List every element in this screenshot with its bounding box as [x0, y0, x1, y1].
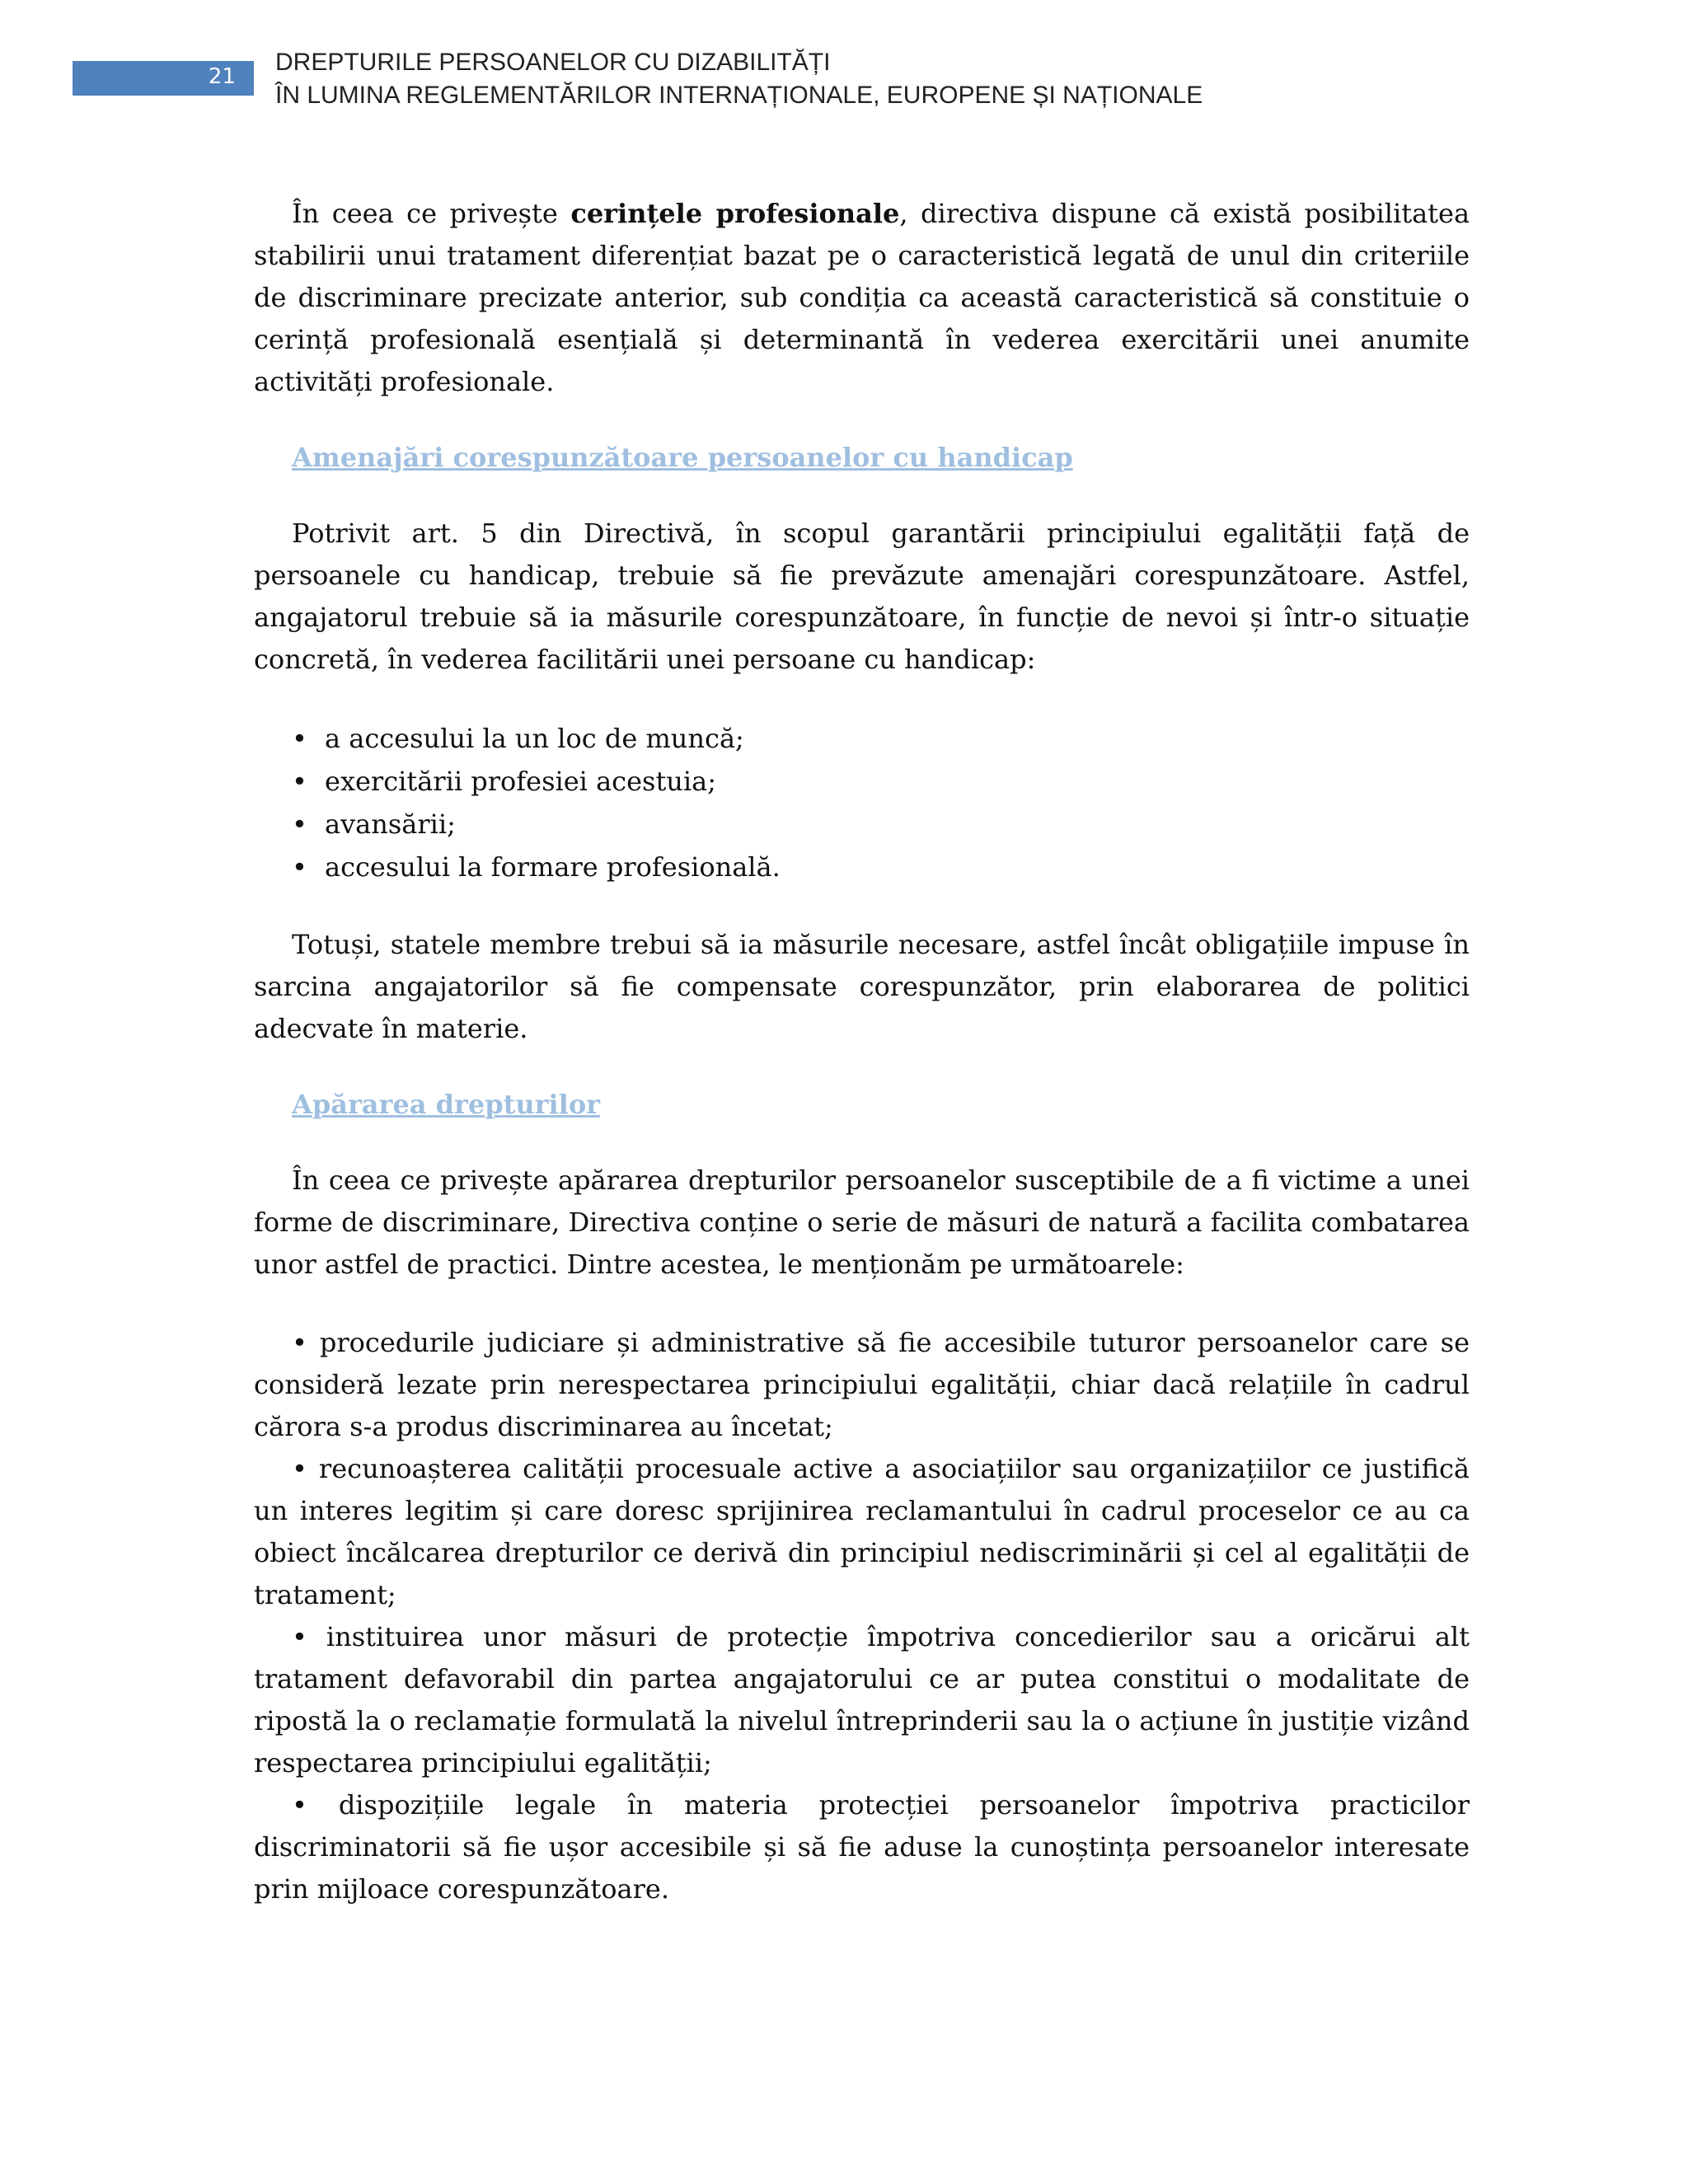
- list-item-text: avansării;: [325, 808, 456, 840]
- list-item-text: a accesului la un loc de muncă;: [325, 723, 744, 754]
- paragraph-article-5: Potrivit art. 5 din Directivă, în scopul garantării principiului egalității față de persoanele cu handicap, trebuie să fie prevăzute amenajări corespunzătoare. Astfel, angajatorul trebuie să ia măsurile corespunzătoare, în funcție de nevoi și într-o situație concretă, în vederea facilitării unei persoane cu handicap:: [254, 518, 1470, 675]
- paragraph-text: , directiva dispune că există posibilitatea stabilirii unui tratament diferențiat bazat pe o caracteristică legată de unul din criteriile de discriminare precizate anterior, sub condiția ca această caracteristică să constituie o cerință profesională esențială și determinantă în vederea exercitării unei anumite activități profesionale.: [254, 198, 1470, 397]
- bullet-list-facilitation: [254, 717, 1470, 888]
- list-item-text: exercitării profesiei acestuia;: [325, 766, 716, 797]
- list-item: [254, 760, 1470, 803]
- bullet-icon: •: [292, 766, 307, 797]
- paragraph-rights-defense: În ceea ce privește apărarea drepturilor persoanelor susceptibile de a fi victime a unei forme de discriminare, Directiva conține o serie de măsuri de natură a facilita combatarea unor astfel de practici. Dintre acestea, le menționăm pe următoarele:: [254, 1165, 1470, 1280]
- list-item: [254, 1448, 1470, 1616]
- list-item: [254, 1784, 1470, 1910]
- paragraph-professional-requirements: [254, 193, 1470, 403]
- bold-term: cerințele profesionale: [570, 198, 900, 229]
- paragraph-member-states: Totuși, statele membre trebui să ia măsurile necesare, astfel încât obligațiile impuse în sarcina angajatorilor să fie compensate corespunzător, prin elaborarea de politici adecvate în materie.: [254, 929, 1470, 1044]
- bullet-icon: •: [292, 723, 307, 754]
- bullet-icon: •: [292, 1327, 307, 1358]
- section-heading-accommodations: Amenajări corespunzătoare persoanelor cu handicap: [292, 442, 1073, 473]
- page-number-band: [73, 61, 254, 96]
- page-body: [254, 193, 1470, 1910]
- bullet-list-measures: [254, 1322, 1470, 1910]
- section-heading-rights-defense: Apărarea drepturilor: [292, 1089, 601, 1120]
- running-header: [275, 46, 1203, 112]
- list-item: [254, 1322, 1470, 1448]
- list-item-text: accesului la formare profesională.: [325, 851, 781, 883]
- list-item-text: instituirea unor măsuri de protecție împotriva concedierilor sau a oricărui alt tratament defavorabil din partea angajatorului ce ar putea constitui o modalitate de ripostă la o reclamație formulată la nivelul întreprinderii sau la o acțiune în justiție vizând respectarea principiului egalității;: [254, 1621, 1470, 1779]
- bullet-icon: •: [292, 1621, 307, 1652]
- bullet-icon: •: [292, 808, 307, 840]
- bullet-icon: •: [292, 851, 307, 883]
- list-item: [254, 717, 1470, 760]
- page-number: 21: [208, 64, 236, 89]
- list-item-text: recunoașterea calității procesuale active a asociațiilor sau organizațiilor ce justifică un interes legitim și care doresc sprijinirea reclamantului în cadrul proceselor ce au ca obiect încălcarea drepturilor ce derivă din principiul nediscriminării și cel al egalității de tratament;: [254, 1453, 1470, 1610]
- list-item-text: dispozițiile legale în materia protecției persoanelor împotriva practicilor discriminatorii să fie ușor accesibile și să fie aduse la cunoștința persoanelor interesate prin mijloace corespunzătoare.: [254, 1789, 1470, 1905]
- list-item-text: procedurile judiciare și administrative să fie accesibile tuturor persoanelor care se consideră lezate prin nerespectarea principiului egalității, chiar dacă relațiile în cadrul cărora s-a produs discriminarea au încetat;: [254, 1327, 1470, 1442]
- bullet-icon: •: [292, 1453, 307, 1484]
- bullet-icon: •: [292, 1789, 307, 1821]
- running-header-line-2: ÎN LUMINA REGLEMENTĂRILOR INTERNAȚIONALE, EUROPENE ȘI NAȚIONALE: [275, 82, 1203, 109]
- list-item: [254, 803, 1470, 846]
- paragraph-text: În ceea ce privește: [292, 198, 571, 229]
- running-header-line-1: DREPTURILE PERSOANELOR CU DIZABILITĂȚI: [275, 49, 831, 76]
- list-item: [254, 1616, 1470, 1784]
- list-item: [254, 846, 1470, 888]
